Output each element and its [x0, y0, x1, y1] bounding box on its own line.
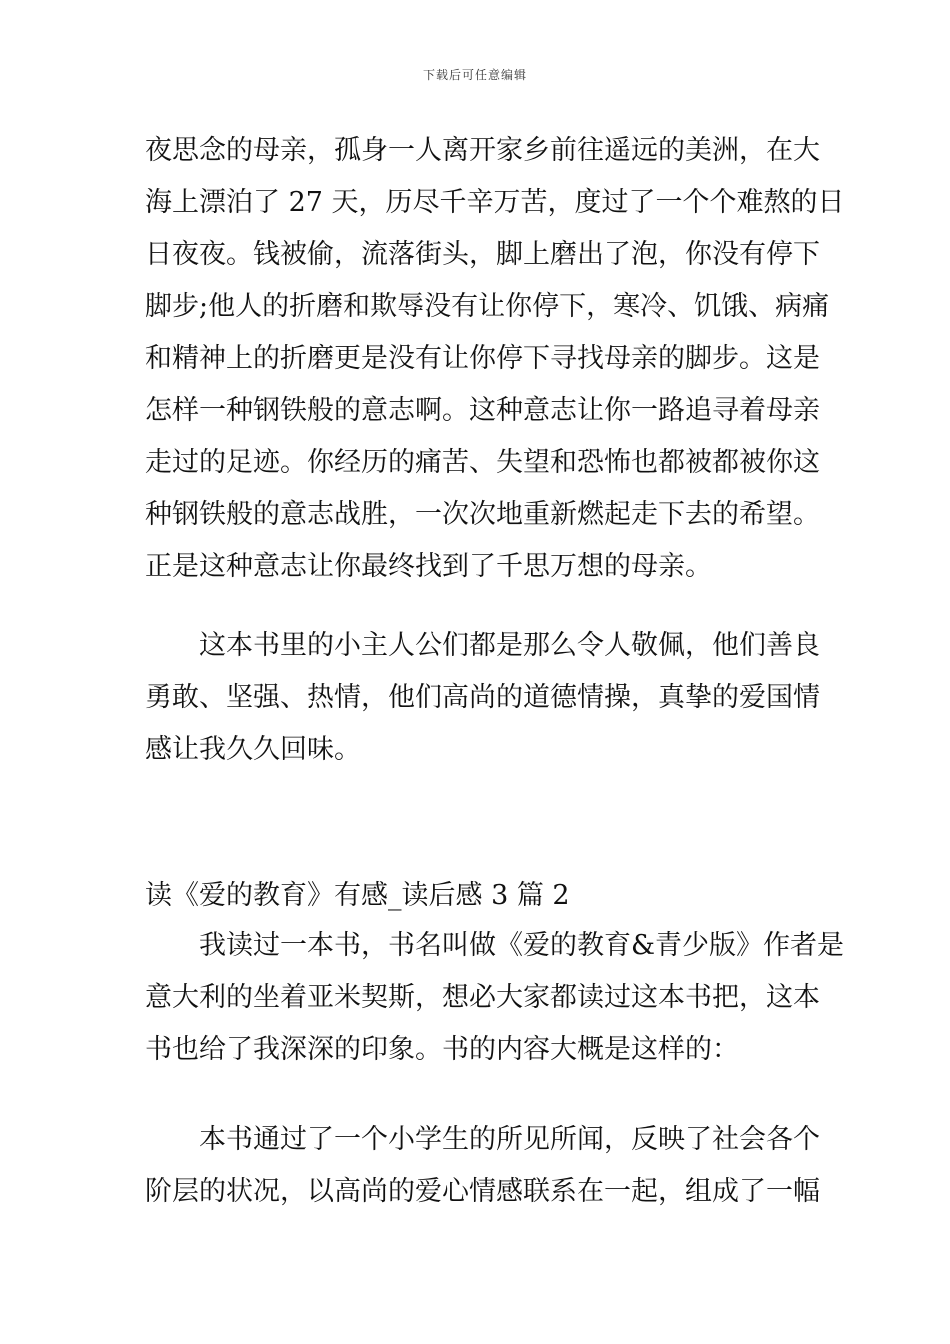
text-line: 和精神上的折磨更是没有让你停下寻找母亲的脚步。这是 [145, 343, 820, 374]
text-line: 夜思念的母亲，孤身一人离开家乡前往遥远的美洲，在大 [145, 135, 820, 166]
text-line: 本书通过了一个小学生的所见所闻，反映了社会各个 [145, 1124, 820, 1155]
section-title [145, 870, 810, 922]
text-line: 勇敢、坚强、热情，他们高尚的道德情操，真挚的爱国情 [145, 682, 820, 713]
section-title-text: 读《爱的教育》有感_读后感 3 篇 2 [145, 880, 570, 911]
page-header: 下载后可任意编辑 [422, 68, 527, 82]
text-line: 书也给了我深深的印象。书的内容大概是这样的： [145, 1034, 739, 1065]
text-line: 阶层的状况，以高尚的爱心情感联系在一起，组成了一幅 [145, 1176, 820, 1207]
text-line: 种钢铁般的意志战胜，一次次地重新燃起走下去的希望。 [145, 499, 820, 530]
text-line: 正是这种意志让你最终找到了千思万想的母亲。 [145, 551, 712, 582]
text-line: 怎样一种钢铁般的意志啊。这种意志让你一路追寻着母亲 [145, 395, 820, 426]
paragraph-3 [145, 920, 845, 1076]
text-line: 这本书里的小主人公们都是那么令人敬佩，他们善良 [145, 630, 820, 661]
text-line: 我读过一本书，书名叫做《爱的教育&青少版》作者是 [145, 930, 845, 961]
text-line: 脚步;他人的折磨和欺辱没有让你停下，寒冷、饥饿、病痛 [145, 291, 830, 322]
paragraph-2 [145, 620, 820, 776]
text-line: 走过的足迹。你经历的痛苦、失望和恐怖也都被都被你这 [145, 447, 820, 478]
paragraph-4 [145, 1114, 820, 1218]
text-line: 海上漂泊了 27 天，历尽千辛万苦，度过了一个个难熬的日 [145, 187, 845, 218]
text-line: 感让我久久回味。 [145, 734, 361, 765]
text-line: 日夜夜。钱被偷，流落街头，脚上磨出了泡，你没有停下 [145, 239, 820, 270]
paragraph-1 [145, 125, 845, 593]
text-line: 意大利的坐着亚米契斯，想必大家都读过这本书把，这本 [145, 982, 820, 1013]
